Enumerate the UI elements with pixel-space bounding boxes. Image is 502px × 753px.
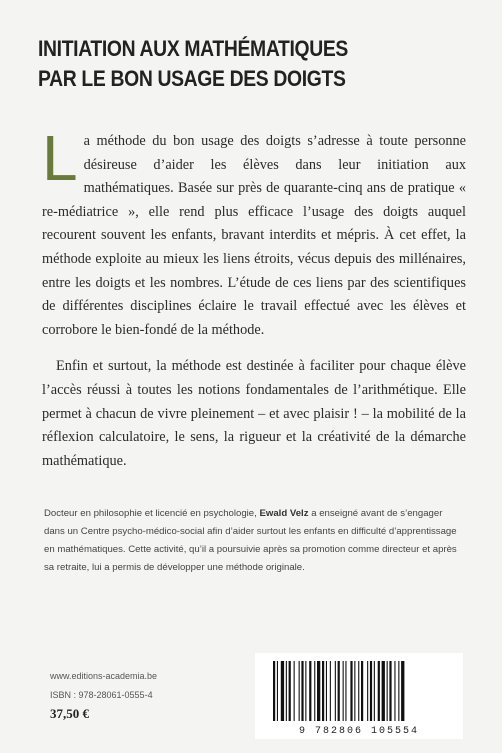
- description: [42, 122, 466, 486]
- isbn: ISBN : 978-28061-0555-4: [50, 690, 153, 700]
- book-title: [38, 34, 416, 94]
- paragraph-1-text: a méthode du bon usage des doigts s’adresse à toute personne désireuse d’aider les élèves dans leur initiation aux mathématiques. Basée sur près de quarante-cinq ans de pratique « re-médiatrice », elle rend plus efficace l’usage des doigts auquel recourent souvent les enfants, bravant interdits et mépris. À cet effet, la méthode exploite au mieux les liens étroits, vécus depuis des millénaires, entre les doigts et les nombres. L’étude de ces liens par des scientifiques de différentes disciplines éclaire le travail effectué avec les élèves et corrobore le bien-fondé de la méthode.: [42, 133, 466, 338]
- barcode-bars: [255, 653, 463, 725]
- author-bio-after: a enseigné avant de s’engager dans un Centre psycho-médico-social afin d’aider surtout les enfants en difficulté d’apprentissage en mathématiques. Cette activité, qu’il a poursuivie après sa promotion comme directeur et après sa retraite, lui a permis de développer une méthode originale.: [44, 508, 457, 573]
- title-line-1: INITIATION AUX MATHÉMATIQUES: [38, 36, 348, 61]
- author-bio: [44, 505, 462, 577]
- price: 37,50 €: [50, 706, 89, 721]
- publisher-info: [50, 667, 157, 705]
- description-paragraph-1: [42, 122, 466, 342]
- barcode-number: 9 782806 105554: [298, 726, 419, 737]
- barcode: [255, 653, 463, 739]
- author-name: Ewald Velz: [259, 508, 309, 519]
- author-bio-before: Docteur en philosophie et licencié en psychologie,: [44, 508, 260, 519]
- title-line-2: PAR LE BON USAGE DES DOIGTS: [38, 66, 346, 91]
- description-paragraph-2: Enfin et surtout, la méthode est destinée à faciliter pour chaque élève l’accès réussi à toutes les notions fondamentales de l’arithmétique. Elle permet à chacun de vivre pleinement – et avec plaisir ! – la mobilité de la réflexion calculatoire, le sens, la rigueur et la créativité de la démarche mathématique.: [42, 358, 466, 469]
- publisher-website: www.editions-academia.be: [50, 671, 158, 681]
- drop-cap: L: [42, 122, 78, 194]
